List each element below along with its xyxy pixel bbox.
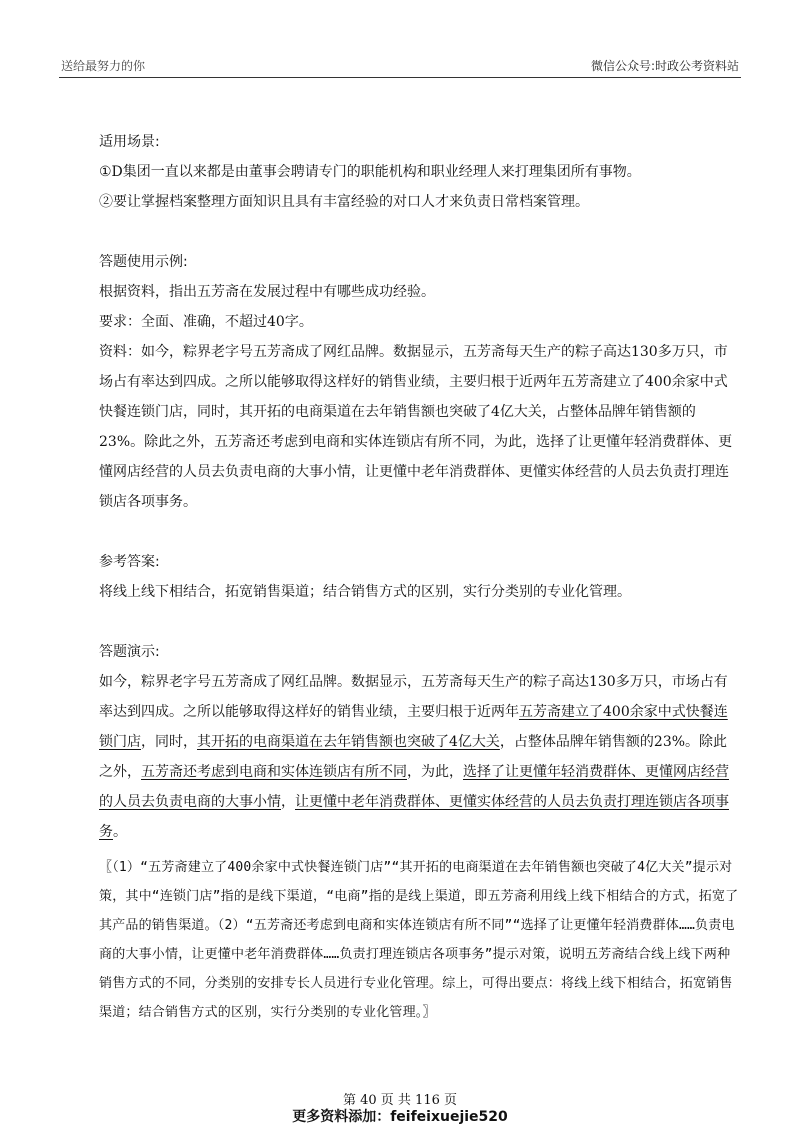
example-material: 资料：如今，粽界老字号五芳斋成了网红品牌。数据显示，五芳斋每天生产的粽子高达130多万只，市场占有率达到四成。之所以能够取得这样好的销售业绩，主要归根于近两年五芳斋建立了400余家中式快餐连锁门店，同时，其开拓的电商渠道在去年销售额也突破了4亿大关，占整体品牌年销售额的23%。除此之外，五芳斋还考虑到电商和实体连锁店有所不同，为此，选择了让更懂年轻消费群体、更懂网店经营的人员去负责电商的大事小情，让更懂中老年消费群体、更懂实体经营的人员去负责打理连锁店各项事务。 <box>99 344 733 510</box>
demo-underlined-segment: 让更懂中老年消费群体、更懂实体经营的人员去负责打理连锁店各项事务 <box>99 794 729 840</box>
header-wechat-account: 微信公众号:时政公考资料站 <box>590 59 739 73</box>
document-body <box>99 127 739 1027</box>
demo-underlined-segment: 其开拓的电商渠道在去年销售额也突破了4亿大关 <box>197 734 500 750</box>
demo-segment: ， <box>281 794 295 810</box>
demo-passage <box>99 667 739 847</box>
demo-analysis: 〖（1）“五芳斋建立了400余家中式快餐连锁门店”“其开拓的电商渠道在去年销售额也突破了4亿大关”提示对策，其中“连锁门店”指的是线下渠道，“电商”指的是线上渠道，即五芳斋利用线上线下相结合的方式，拓宽了其产品的销售渠道。（2）“五芳斋还考虑到电商和实体连锁店有所不同”“选择了让更懂年轻消费群体……负责电商的大事小情，让更懂中老年消费群体……负责打理连锁店各项事务”提示对策，说明五芳斋结合线上线下两种销售方式的不同，分类别的安排专长人员进行专业化管理。综上，可得出要点：将线上线下相结合，拓宽销售渠道；结合销售方式的区别，实行分类别的专业化管理。〗 <box>99 860 739 1020</box>
demo-underlined-segment: 五芳斋建立了400余家中式快餐连锁门店 <box>99 704 728 750</box>
demo-underlined-segment: 五芳斋还考虑到电商和实体连锁店有所不同 <box>141 764 407 780</box>
example-heading: 答题使用示例: <box>99 254 188 270</box>
footer-contact: 更多资料添加：feifeixuejie520 <box>292 1109 508 1125</box>
reference-heading: 参考答案: <box>99 554 160 570</box>
scenario-item-1: ①D集团一直以来都是由董事会聘请专门的职能机构和职业经理人来打理集团所有事物。 <box>99 164 641 180</box>
demo-segment: ，占整体品牌年销售额的23%。除此之外， <box>99 734 728 780</box>
page-number: 第 40 页 共 116 页 <box>342 1093 458 1108</box>
example-question: 根据资料，指出五芳斋在发展过程中有哪些成功经验。 <box>99 284 435 300</box>
example-requirement: 要求：全面、准确，不超过40字。 <box>99 314 313 330</box>
demo-segment: ，为此， <box>407 764 463 780</box>
scenario-heading: 适用场景: <box>99 134 160 150</box>
scenario-item-2: ②要让掌握档案整理方面知识且具有丰富经验的对口人才来负责日常档案管理。 <box>99 194 589 210</box>
header-slogan: 送给最努力的你 <box>61 59 146 73</box>
page-header <box>59 55 741 78</box>
demo-segment: 如今，粽界老字号五芳斋成了网红品牌。数据显示，五芳斋每天生产的粽子高达130多万只，市场占有率达到四成。之所以能够取得这样好的销售业绩，主要归根于近两年 <box>99 674 728 720</box>
demo-segment: 。 <box>113 824 127 840</box>
demo-segment: ，同时， <box>141 734 197 750</box>
demo-underlined-segment: 选择了让更懂年轻消费群体、更懂网店经营的人员去负责电商的大事小情 <box>99 764 729 810</box>
demo-heading: 答题演示: <box>99 644 160 660</box>
reference-answer: 将线上线下相结合，拓宽销售渠道；结合销售方式的区别，实行分类别的专业化管理。 <box>99 584 631 600</box>
